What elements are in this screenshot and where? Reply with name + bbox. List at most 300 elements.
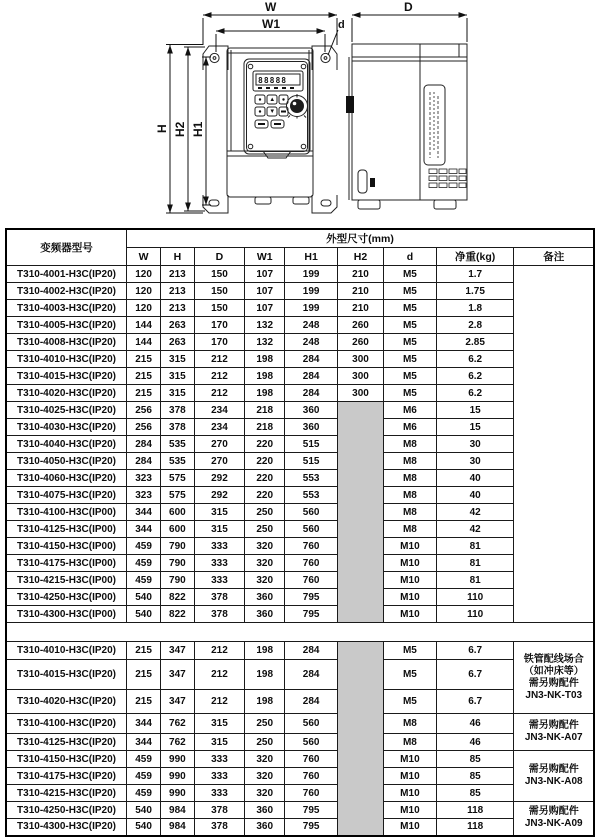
bottom-tab — [293, 197, 309, 204]
table-row — [6, 419, 594, 436]
weight-cell: 40 — [436, 487, 514, 504]
value-cell: 560 — [285, 521, 338, 538]
value-cell: 150 — [194, 300, 245, 317]
table-row — [6, 300, 594, 317]
digital-display — [253, 71, 303, 91]
screw-cell: M10 — [383, 785, 436, 802]
model-cell: T310-4300-H3C(IP20) — [6, 819, 127, 836]
side-view-drawing — [346, 44, 467, 209]
screw-cell: M5 — [383, 351, 436, 368]
dim-label-h2: H2 — [173, 121, 187, 137]
col-header-w1: W1 — [245, 248, 285, 266]
h2-cell: 260 — [338, 317, 384, 334]
table-row — [6, 521, 594, 538]
mounting-foot-bottom-right — [312, 195, 337, 213]
table-row — [6, 751, 594, 768]
value-cell: 215 — [127, 690, 161, 714]
model-cell: T310-4015-H3C(IP20) — [6, 368, 127, 385]
model-cell: T310-4060-H3C(IP20) — [6, 470, 127, 487]
value-cell: 378 — [194, 819, 245, 836]
value-cell: 360 — [245, 802, 285, 819]
value-cell: 560 — [285, 504, 338, 521]
value-cell: 459 — [127, 572, 161, 589]
value-cell: 795 — [285, 819, 338, 836]
weight-cell: 42 — [436, 521, 514, 538]
screw-cell: M5 — [383, 385, 436, 402]
value-cell: 795 — [285, 606, 338, 623]
value-cell: 378 — [194, 606, 245, 623]
value-cell: 234 — [194, 402, 245, 419]
value-cell: 535 — [161, 453, 195, 470]
value-cell: 215 — [127, 660, 161, 690]
value-cell: 218 — [245, 402, 285, 419]
value-cell: 284 — [127, 436, 161, 453]
value-cell: 515 — [285, 453, 338, 470]
value-cell: 315 — [194, 521, 245, 538]
value-cell: 212 — [194, 385, 245, 402]
dim-label-depth: D — [404, 0, 413, 14]
value-cell: 212 — [194, 351, 245, 368]
screw-icon — [301, 144, 306, 149]
value-cell: 263 — [161, 334, 195, 351]
keypad-buttons — [255, 95, 288, 128]
model-cell: T310-4050-H3C(IP20) — [6, 453, 127, 470]
screw-cell: M5 — [383, 642, 436, 660]
table-row — [6, 642, 594, 660]
model-cell: T310-4020-H3C(IP20) — [6, 690, 127, 714]
col-header-notes: 备注 — [514, 248, 594, 266]
weight-cell: 6.2 — [436, 385, 514, 402]
value-cell: 250 — [245, 504, 285, 521]
value-cell: 132 — [245, 317, 285, 334]
value-cell: 540 — [127, 802, 161, 819]
value-cell: 347 — [161, 690, 195, 714]
weight-cell: 15 — [436, 419, 514, 436]
table-row — [6, 555, 594, 572]
note-line: JN3-NK-T03 — [525, 689, 583, 701]
model-cell: T310-4010-H3C(IP20) — [6, 642, 127, 660]
table-row — [6, 734, 594, 751]
value-cell: 762 — [161, 714, 195, 734]
notes-cell — [514, 266, 594, 623]
value-cell: 333 — [194, 555, 245, 572]
model-cell: T310-4040-H3C(IP20) — [6, 436, 127, 453]
value-cell: 515 — [285, 436, 338, 453]
weight-cell: 30 — [436, 436, 514, 453]
weight-cell: 81 — [436, 572, 514, 589]
weight-cell: 30 — [436, 453, 514, 470]
table-row — [6, 714, 594, 734]
table-row — [6, 334, 594, 351]
value-cell: 218 — [245, 419, 285, 436]
notes-cell — [514, 642, 594, 714]
value-cell: 150 — [194, 266, 245, 283]
weight-cell: 6.7 — [436, 690, 514, 714]
notes-cell — [514, 751, 594, 802]
separator-cell — [6, 623, 594, 642]
mounting-tab-side — [346, 96, 354, 113]
model-cell: T310-4150-H3C(IP20) — [6, 751, 127, 768]
weight-cell: 46 — [436, 734, 514, 751]
value-cell: 320 — [245, 572, 285, 589]
weight-cell: 1.8 — [436, 300, 514, 317]
notes-cell — [514, 802, 594, 836]
value-cell: 344 — [127, 521, 161, 538]
table-row — [6, 606, 594, 623]
value-cell: 107 — [245, 300, 285, 317]
col-header-weight: 净重(kg) — [436, 248, 514, 266]
table-row — [6, 402, 594, 419]
note-line: 需另购配件 — [528, 764, 579, 775]
value-cell: 212 — [194, 690, 245, 714]
value-cell: 215 — [127, 368, 161, 385]
screw-cell: M8 — [383, 453, 436, 470]
value-cell: 213 — [161, 283, 195, 300]
value-cell: 360 — [245, 606, 285, 623]
value-cell: 320 — [245, 555, 285, 572]
screw-cell: M10 — [383, 555, 436, 572]
value-cell: 360 — [285, 402, 338, 419]
model-cell: T310-4010-H3C(IP20) — [6, 351, 127, 368]
value-cell: 284 — [285, 690, 338, 714]
table-row — [6, 470, 594, 487]
screw-cell: M5 — [383, 690, 436, 714]
side-dimensions — [352, 15, 467, 42]
value-cell: 378 — [194, 589, 245, 606]
note-line: JN3-NK-A09 — [524, 818, 583, 830]
value-cell: 144 — [127, 334, 161, 351]
weight-cell: 46 — [436, 714, 514, 734]
weight-cell: 118 — [436, 802, 514, 819]
value-cell: 270 — [194, 436, 245, 453]
value-cell: 248 — [285, 317, 338, 334]
weight-cell: 85 — [436, 768, 514, 785]
value-cell: 333 — [194, 538, 245, 555]
side-foot — [358, 200, 380, 209]
dim-label-h: H — [155, 124, 169, 133]
value-cell: 459 — [127, 768, 161, 785]
screw-icon — [301, 64, 306, 69]
screw-cell: M10 — [383, 606, 436, 623]
value-cell: 990 — [161, 785, 195, 802]
nameplate — [424, 85, 445, 165]
keypad-panel — [244, 59, 310, 154]
model-cell: T310-4008-H3C(IP20) — [6, 334, 127, 351]
value-cell: 170 — [194, 317, 245, 334]
value-cell: 120 — [127, 283, 161, 300]
col-header-h1: H1 — [285, 248, 338, 266]
value-cell: 984 — [161, 819, 195, 836]
value-cell: 120 — [127, 300, 161, 317]
screw-cell: M8 — [383, 734, 436, 751]
value-cell: 198 — [245, 642, 285, 660]
value-cell: 150 — [194, 283, 245, 300]
value-cell: 213 — [161, 266, 195, 283]
model-cell: T310-4025-H3C(IP20) — [6, 402, 127, 419]
model-cell: T310-4150-H3C(IP00) — [6, 538, 127, 555]
value-cell: 600 — [161, 521, 195, 538]
value-cell: 250 — [245, 734, 285, 751]
value-cell: 378 — [161, 402, 195, 419]
value-cell: 220 — [245, 470, 285, 487]
value-cell: 256 — [127, 402, 161, 419]
model-cell: T310-4002-H3C(IP20) — [6, 283, 127, 300]
weight-cell: 110 — [436, 589, 514, 606]
value-cell: 560 — [285, 714, 338, 734]
value-cell: 760 — [285, 768, 338, 785]
value-cell: 107 — [245, 283, 285, 300]
value-cell: 212 — [194, 642, 245, 660]
value-cell: 344 — [127, 504, 161, 521]
value-cell: 323 — [127, 487, 161, 504]
value-cell: 215 — [127, 642, 161, 660]
col-header-w: W — [127, 248, 161, 266]
value-cell: 360 — [245, 819, 285, 836]
value-cell: 575 — [161, 470, 195, 487]
model-cell: T310-4001-H3C(IP20) — [6, 266, 127, 283]
dimension-table-body — [6, 266, 594, 836]
display-digits: 88888 — [258, 76, 288, 85]
value-cell: 284 — [285, 660, 338, 690]
value-cell: 553 — [285, 470, 338, 487]
screw-cell: M8 — [383, 521, 436, 538]
table-row — [6, 623, 594, 642]
value-cell: 220 — [245, 436, 285, 453]
weight-cell: 1.75 — [436, 283, 514, 300]
value-cell: 320 — [245, 768, 285, 785]
dim-label-h1: H1 — [191, 121, 205, 137]
model-cell: T310-4175-H3C(IP20) — [6, 768, 127, 785]
screw-cell: M5 — [383, 266, 436, 283]
value-cell: 344 — [127, 734, 161, 751]
value-cell: 315 — [161, 368, 195, 385]
h2-cell: 210 — [338, 283, 384, 300]
table-row — [6, 266, 594, 283]
note-line: 需另购配件 — [528, 806, 579, 818]
side-foot — [434, 200, 456, 209]
screw-cell: M10 — [383, 768, 436, 785]
weight-cell: 2.8 — [436, 317, 514, 334]
col-header-screw: d — [383, 248, 436, 266]
value-cell: 333 — [194, 572, 245, 589]
col-header-dims-group: 外型尺寸(mm) — [127, 229, 594, 248]
model-cell: T310-4215-H3C(IP00) — [6, 572, 127, 589]
value-cell: 760 — [285, 555, 338, 572]
value-cell: 540 — [127, 606, 161, 623]
value-cell: 323 — [127, 470, 161, 487]
screw-cell: M5 — [383, 368, 436, 385]
value-cell: 535 — [161, 436, 195, 453]
value-cell: 199 — [285, 266, 338, 283]
value-cell: 333 — [194, 751, 245, 768]
h2-shaded-cell — [338, 402, 384, 623]
screw-cell: M5 — [383, 283, 436, 300]
value-cell: 790 — [161, 555, 195, 572]
value-cell: 320 — [245, 785, 285, 802]
header-row-group — [6, 229, 594, 248]
table-row — [6, 368, 594, 385]
value-cell: 170 — [194, 334, 245, 351]
model-cell: T310-4003-H3C(IP20) — [6, 300, 127, 317]
value-cell: 822 — [161, 589, 195, 606]
table-row — [6, 589, 594, 606]
screw-cell: M5 — [383, 660, 436, 690]
table-row — [6, 283, 594, 300]
front-dimensions — [166, 15, 338, 213]
value-cell: 263 — [161, 317, 195, 334]
value-cell: 347 — [161, 660, 195, 690]
screw-cell: M5 — [383, 300, 436, 317]
table-row — [6, 504, 594, 521]
value-cell: 215 — [127, 351, 161, 368]
model-cell: T310-4125-H3C(IP20) — [6, 734, 127, 751]
value-cell: 292 — [194, 487, 245, 504]
screw-icon — [248, 144, 253, 149]
screw-cell: M10 — [383, 589, 436, 606]
side-body — [352, 44, 467, 200]
value-cell: 333 — [194, 768, 245, 785]
value-cell: 212 — [194, 368, 245, 385]
value-cell: 315 — [194, 734, 245, 751]
front-view-drawing — [203, 46, 337, 213]
h2-shaded-cell — [338, 642, 384, 836]
value-cell: 320 — [245, 751, 285, 768]
value-cell: 790 — [161, 538, 195, 555]
screw-cell: M8 — [383, 714, 436, 734]
weight-cell: 85 — [436, 751, 514, 768]
value-cell: 234 — [194, 419, 245, 436]
value-cell: 360 — [245, 589, 285, 606]
weight-cell: 81 — [436, 555, 514, 572]
knob — [287, 94, 308, 119]
weight-cell: 81 — [436, 538, 514, 555]
h2-cell: 210 — [338, 266, 384, 283]
weight-cell: 40 — [436, 470, 514, 487]
weight-cell: 110 — [436, 606, 514, 623]
value-cell: 990 — [161, 751, 195, 768]
h2-cell: 300 — [338, 351, 384, 368]
value-cell: 990 — [161, 768, 195, 785]
value-cell: 760 — [285, 751, 338, 768]
dim-label-w1: W1 — [262, 17, 280, 31]
value-cell: 284 — [285, 368, 338, 385]
col-header-h: H — [161, 248, 195, 266]
screw-cell: M10 — [383, 538, 436, 555]
value-cell: 984 — [161, 802, 195, 819]
screw-cell: M10 — [383, 802, 436, 819]
value-cell: 199 — [285, 300, 338, 317]
value-cell: 762 — [161, 734, 195, 751]
value-cell: 459 — [127, 751, 161, 768]
value-cell: 213 — [161, 300, 195, 317]
table-row — [6, 785, 594, 802]
weight-cell: 1.7 — [436, 266, 514, 283]
mounting-foot-bottom-left — [203, 195, 228, 213]
model-cell: T310-4020-H3C(IP20) — [6, 385, 127, 402]
table-row — [6, 317, 594, 334]
inverter-body — [227, 48, 313, 197]
model-cell: T310-4015-H3C(IP20) — [6, 660, 127, 690]
side-connector — [370, 178, 375, 187]
value-cell: 347 — [161, 642, 195, 660]
value-cell: 600 — [161, 504, 195, 521]
h2-cell: 300 — [338, 385, 384, 402]
dimension-drawing — [0, 0, 600, 228]
table-row — [6, 690, 594, 714]
value-cell: 284 — [127, 453, 161, 470]
value-cell: 284 — [285, 351, 338, 368]
value-cell: 575 — [161, 487, 195, 504]
value-cell: 560 — [285, 734, 338, 751]
model-cell: T310-4250-H3C(IP20) — [6, 802, 127, 819]
table-row — [6, 351, 594, 368]
table-row — [6, 453, 594, 470]
screw-cell: M10 — [383, 751, 436, 768]
weight-cell: 118 — [436, 819, 514, 836]
value-cell: 760 — [285, 538, 338, 555]
model-cell: T310-4215-H3C(IP20) — [6, 785, 127, 802]
weight-cell: 6.7 — [436, 642, 514, 660]
value-cell: 378 — [194, 802, 245, 819]
value-cell: 199 — [285, 283, 338, 300]
value-cell: 250 — [245, 714, 285, 734]
value-cell: 198 — [245, 368, 285, 385]
model-cell: T310-4100-H3C(IP20) — [6, 714, 127, 734]
model-cell: T310-4125-H3C(IP00) — [6, 521, 127, 538]
model-cell: T310-4030-H3C(IP20) — [6, 419, 127, 436]
value-cell: 553 — [285, 487, 338, 504]
model-cell: T310-4100-H3C(IP00) — [6, 504, 127, 521]
value-cell: 198 — [245, 660, 285, 690]
value-cell: 540 — [127, 589, 161, 606]
dim-label-w: W — [265, 0, 277, 14]
value-cell: 284 — [285, 642, 338, 660]
note-line: 铁管配线场合 — [523, 653, 584, 665]
value-cell: 144 — [127, 317, 161, 334]
table-row — [6, 436, 594, 453]
value-cell: 220 — [245, 453, 285, 470]
value-cell: 320 — [245, 538, 285, 555]
weight-cell: 15 — [436, 402, 514, 419]
screw-cell: M6 — [383, 402, 436, 419]
value-cell: 120 — [127, 266, 161, 283]
screw-cell: M8 — [383, 504, 436, 521]
model-cell: T310-4075-H3C(IP20) — [6, 487, 127, 504]
h2-cell: 300 — [338, 368, 384, 385]
value-cell: 795 — [285, 802, 338, 819]
weight-cell: 6.2 — [436, 351, 514, 368]
model-cell: T310-4250-H3C(IP00) — [6, 589, 127, 606]
weight-cell: 85 — [436, 785, 514, 802]
value-cell: 459 — [127, 555, 161, 572]
col-header-model: 变频器型号 — [6, 229, 127, 266]
value-cell: 212 — [194, 660, 245, 690]
dim-label-d-hole: d — [338, 19, 345, 31]
col-header-h2: H2 — [338, 248, 384, 266]
vent-slots — [429, 169, 466, 188]
table-row — [6, 802, 594, 819]
value-cell: 790 — [161, 572, 195, 589]
screw-icon — [248, 64, 253, 69]
weight-cell: 6.2 — [436, 368, 514, 385]
screw-cell: M10 — [383, 819, 436, 836]
value-cell: 292 — [194, 470, 245, 487]
table-row — [6, 572, 594, 589]
value-cell: 760 — [285, 572, 338, 589]
table-row — [6, 538, 594, 555]
value-cell: 344 — [127, 714, 161, 734]
table-row — [6, 768, 594, 785]
